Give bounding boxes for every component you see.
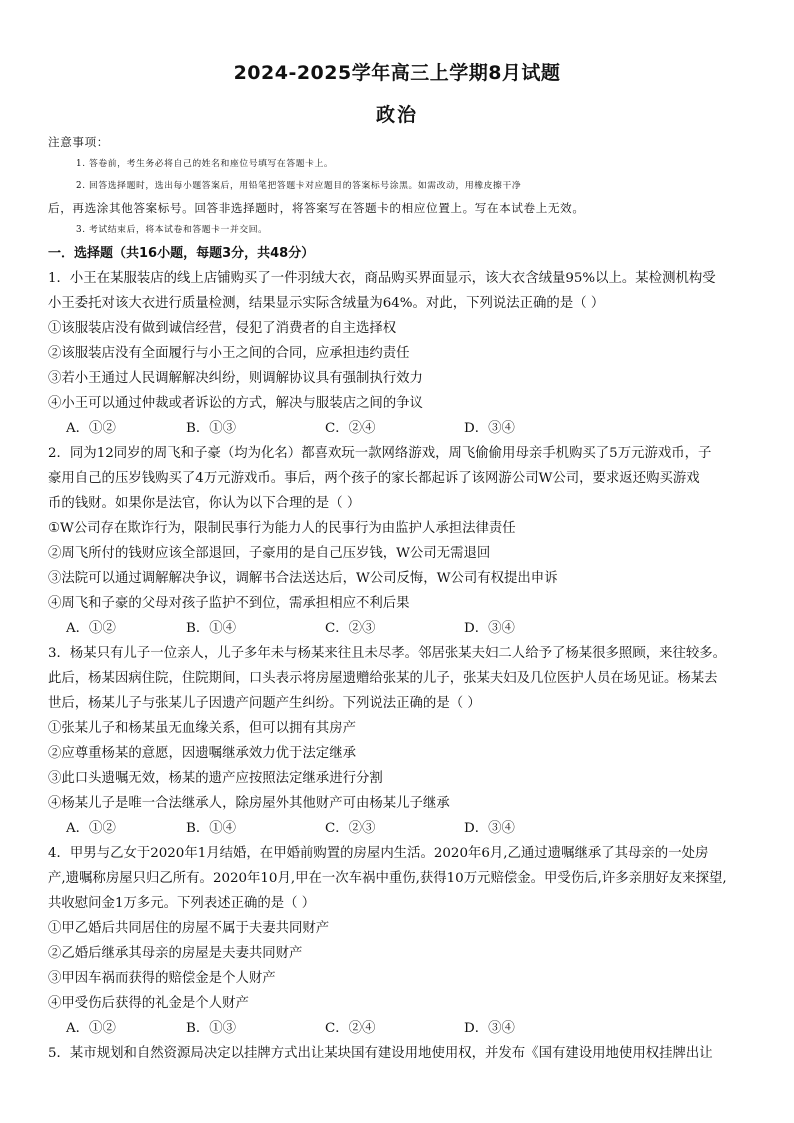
statement: ④甲受伤后获得的礼金是个人财产 [48, 996, 249, 1011]
statement: ④周飞和子豪的父母对孩子监护不到位，需承担相应不利后果 [48, 596, 410, 611]
option-d: D．③④ [464, 621, 515, 636]
section-heading: 一．选择题（共16小题，每题3分，共48分） [48, 246, 315, 261]
question-stem: 2．同为12同岁的周飞和子豪（均为化名）都喜欢玩一款网络游戏，周飞偷偷用母亲手机购买了5万元游戏币，子 [48, 446, 712, 461]
notice-item: 3. 考试结束后，将本试卷和答题卡一并交回。 [76, 225, 268, 235]
statement: ③此口头遗嘱无效，杨某的遗产应按照法定继承进行分割 [48, 771, 383, 786]
option-a: A．①② [66, 421, 116, 436]
option-d: D．③④ [464, 821, 515, 836]
option-c: C．②③ [325, 621, 376, 636]
question-stem: 此后，杨某因病住院，住院期间，口头表示将房屋遗赠给张某的儿子，张某夫妇及几位医护人员在场见证。杨某去 [48, 671, 718, 686]
statement: ①甲乙婚后共同居住的房屋不属于夫妻共同财产 [48, 921, 330, 936]
option-d: D．③④ [464, 421, 515, 436]
subject-title: 政治 [375, 104, 418, 126]
statement: ①张某儿子和杨某虽无血缘关系，但可以拥有其房产 [48, 721, 356, 736]
question-stem: 产,遗嘱称房屋只归乙所有。2020年10月,甲在一次车祸中重伤,获得10万元赔偿金。甲受伤后,许多亲朋好友来探望, [48, 871, 727, 886]
option-d: D．③④ [464, 1021, 515, 1036]
question-stem: 4．甲男与乙女于2020年1月结婚，在甲婚前购置的房屋内生活。2020年6月,乙通过遗嘱继承了其母亲的一处房 [48, 846, 709, 861]
notice-item: 后，再选涂其他答案标号。回答非选择题时，将答案写在答题卡的相应位置上。写在本试卷上无效。 [48, 201, 585, 215]
notice-item: 1. 答卷前，考生务必将自己的姓名和座位号填写在答题卡上。 [76, 159, 334, 169]
statement: ③法院可以通过调解解决争议，调解书合法送达后，W公司反悔，W公司有权提出申诉 [48, 571, 558, 586]
statement: ①W公司存在欺诈行为，限制民事行为能力人的民事行为由监护人承担法律责任 [48, 521, 516, 536]
option-b: B．①④ [186, 621, 237, 636]
question-stem: 5．某市规划和自然资源局决定以挂牌方式出让某块国有建设用地使用权，并发布《国有建设用地使用权挂牌出让 [48, 1046, 713, 1061]
statement: ④杨某儿子是唯一合法继承人，除房屋外其他财产可由杨某儿子继承 [48, 796, 450, 811]
option-b: B．①③ [186, 421, 237, 436]
question-stem: 世后，杨某儿子与张某儿子因遗产问题产生纠纷。下列说法正确的是（ ） [48, 696, 481, 711]
statement: ③若小王通过人民调解解决纠纷，则调解协议具有强制执行效力 [48, 371, 423, 386]
option-c: C．②③ [325, 821, 376, 836]
option-c: C．②④ [325, 1021, 376, 1036]
option-a: A．①② [66, 821, 116, 836]
statement: ②周飞所付的钱财应该全部退回，子豪用的是自己压岁钱，W公司无需退回 [48, 546, 491, 561]
question-stem: 小王委托对该大衣进行质量检测，结果显示实际含绒量为64%。对此，下列说法正确的是（ ） [48, 296, 605, 311]
notice-label: 注意事项： [48, 135, 109, 149]
question-stem: 豪用自己的压岁钱购买了4万元游戏币。事后，两个孩子的家长都起诉了该网游公司W公司，要求返还购买游戏 [48, 471, 700, 486]
statement: ③甲因车祸而获得的赔偿金是个人财产 [48, 971, 276, 986]
statement: ②乙婚后继承其母亲的房屋是夫妻共同财产 [48, 946, 303, 961]
option-a: A．①② [66, 621, 116, 636]
exam-title: 2024-2025学年高三上学期8月试题 [233, 62, 561, 84]
notice-item: 2. 回答选择题时，选出每小题答案后，用铅笔把答题卡对应题目的答案标号涂黑。如需改动，用橡皮擦干净 [76, 181, 522, 191]
question-stem: 3．杨某只有儿子一位亲人，儿子多年未与杨某来往且未尽孝。邻居张某夫妇二人给予了杨某很多照顾，来往较多。 [48, 646, 727, 661]
statement: ①该服装店没有做到诚信经营，侵犯了消费者的自主选择权 [48, 321, 397, 336]
option-c: C．②④ [325, 421, 376, 436]
question-stem: 币的钱财。如果你是法官，你认为以下合理的是（ ） [48, 496, 361, 511]
question-stem: 1．小王在某服装店的线上店铺购买了一件羽绒大衣，商品购买界面显示，该大衣含绒量95%以上。某检测机构受 [48, 271, 716, 286]
option-b: B．①③ [186, 1021, 237, 1036]
option-b: B．①④ [186, 821, 237, 836]
statement: ②该服装店没有全面履行与小王之间的合同，应承担违约责任 [48, 346, 410, 361]
statement: ②应尊重杨某的意愿，因遗嘱继承效力优于法定继承 [48, 746, 356, 761]
question-stem: 共收慰问金1万多元。下列表述正确的是（ ） [48, 896, 316, 911]
option-a: A．①② [66, 1021, 116, 1036]
statement: ④小王可以通过仲裁或者诉讼的方式，解决与服装店之间的争议 [48, 396, 423, 411]
